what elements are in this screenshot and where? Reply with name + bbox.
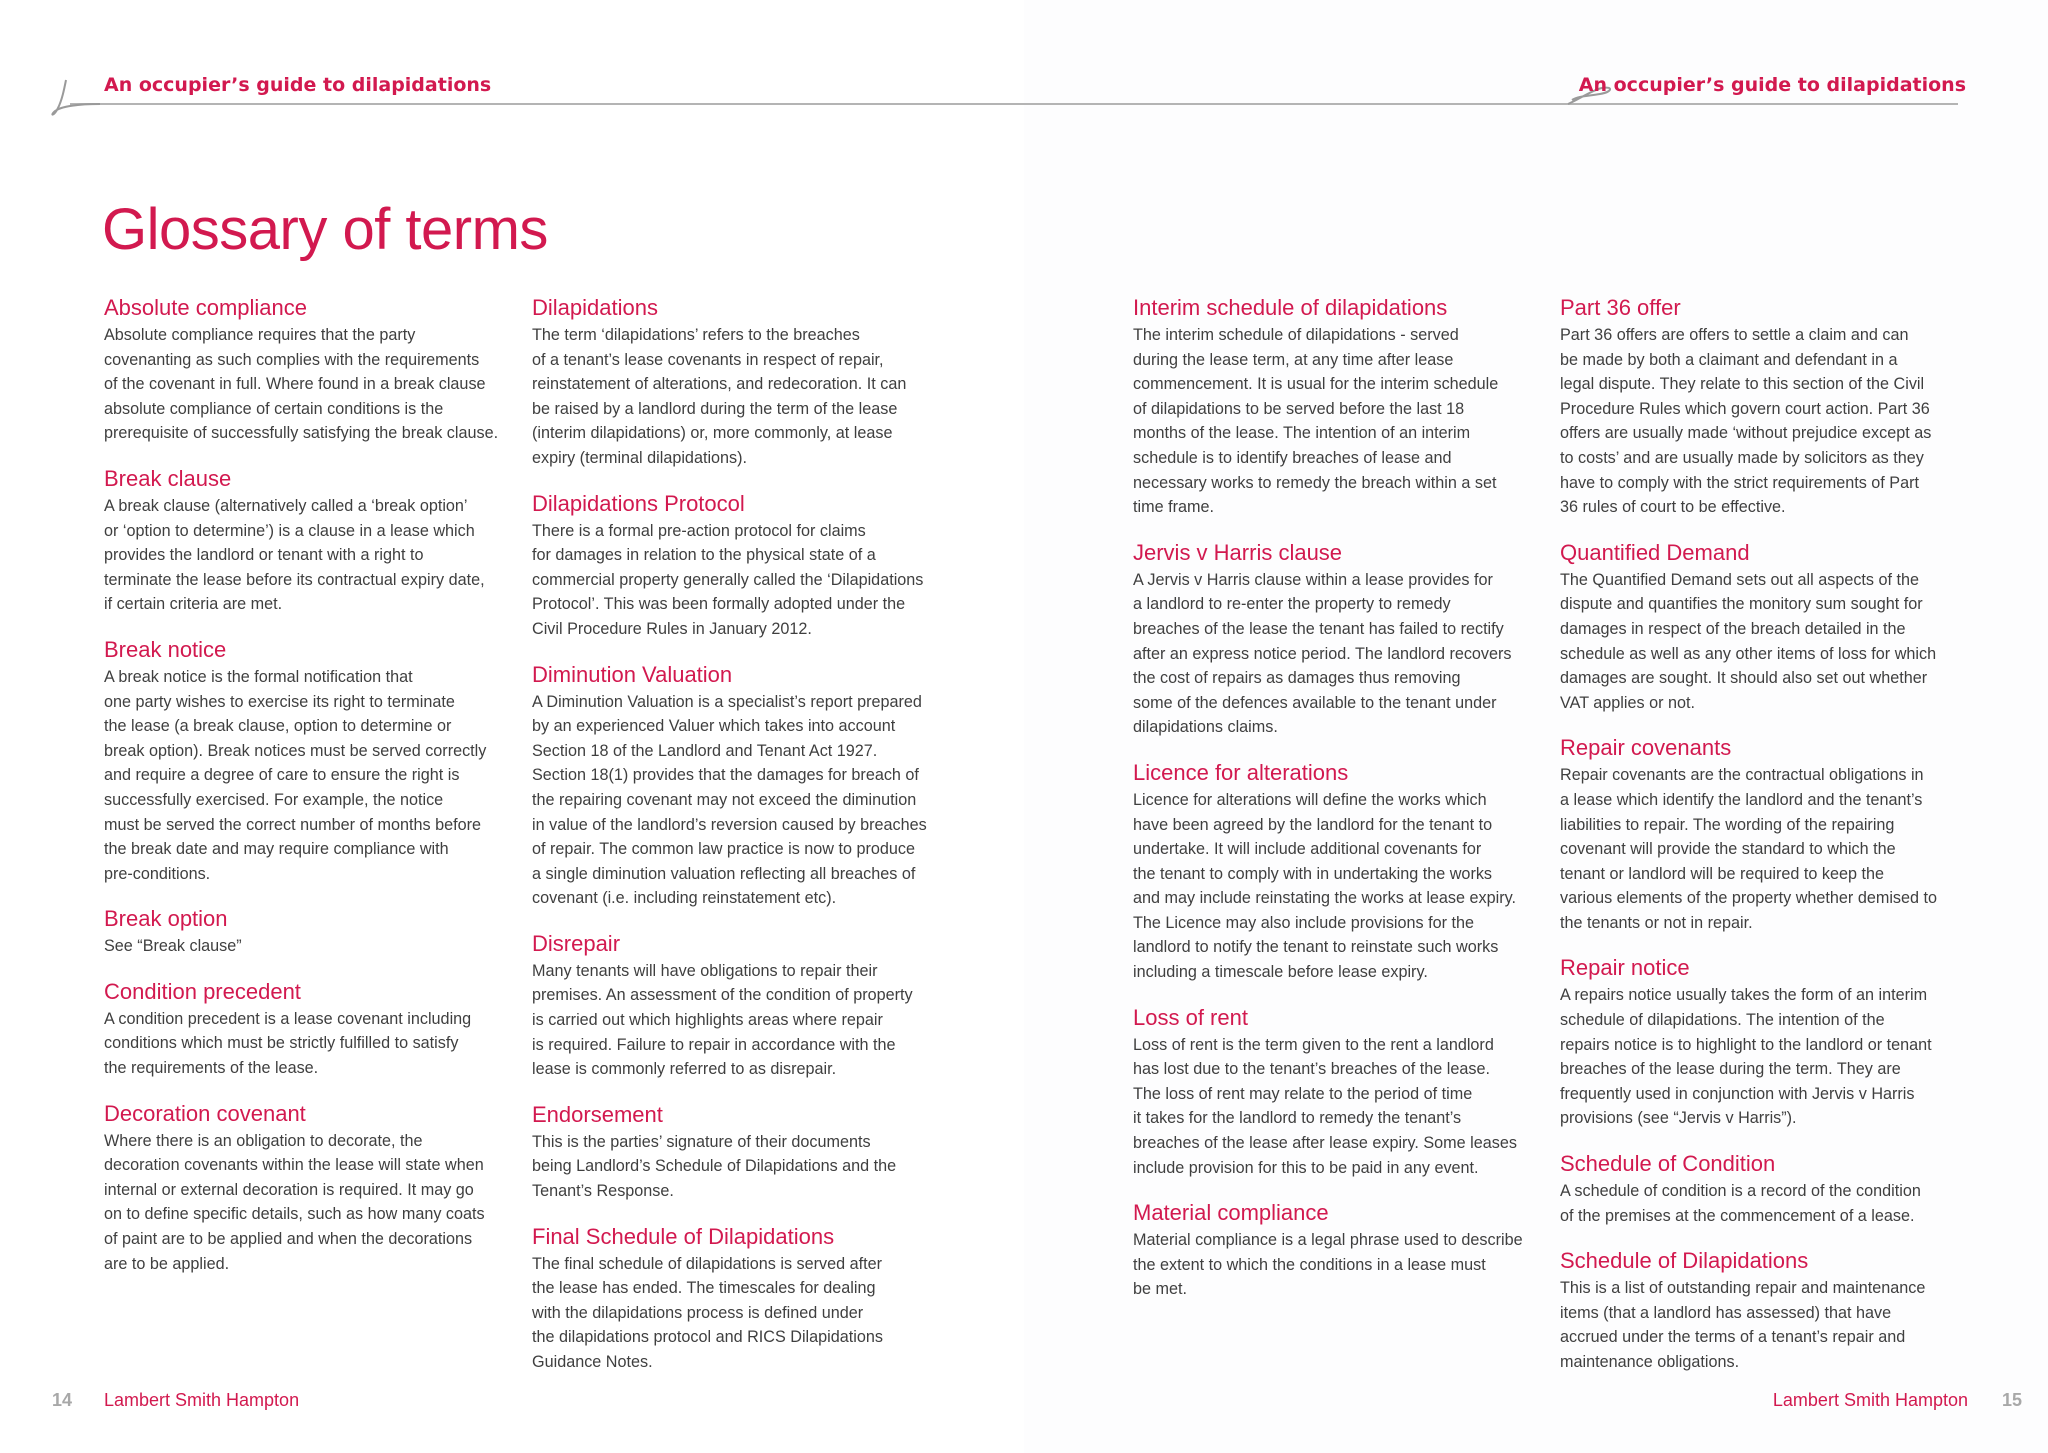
glossary-entry xyxy=(1560,294,1962,520)
glossary-term: Dilapidations xyxy=(532,295,658,320)
glossary-definition: There is a formal pre-action protocol for claims for damages in relation to the physical state of a commercial property generally called the ‘Dilapidations Protocol’. This was been formally adopted under the Civil Procedure Rules in January 2012. xyxy=(532,521,924,638)
right-running-title: An occupier’s guide to dilapidations xyxy=(1578,74,1966,96)
glossary-definition: A condition precedent is a lease covenant including conditions which must be strictly fulfilled to satisfy the requirements of the lease. xyxy=(104,1009,472,1078)
glossary-entry xyxy=(104,465,506,617)
glossary-entry xyxy=(1133,539,1535,740)
glossary-definition: See “Break clause” xyxy=(104,937,242,956)
glossary-term: Repair notice xyxy=(1560,955,1690,981)
glossary-term: Absolute compliance xyxy=(104,295,308,320)
glossary-column-3 xyxy=(1133,294,1535,1321)
glossary-entry xyxy=(532,661,934,911)
glossary-entry xyxy=(1133,1004,1535,1181)
right-footer-brand: Lambert Smith Hampton xyxy=(1772,1390,1968,1410)
glossary-definition: The Quantified Demand sets out all aspects of the dispute and quantifies the monitory sum sought for damages in respect of the breach detailed in the schedule as well as any other items of loss for which damages are sought. It should also set out whether VAT applies or not. xyxy=(1560,570,1937,712)
glossary-term: Licence for alterations xyxy=(1133,759,1349,785)
page-title: Glossary of terms xyxy=(102,197,548,262)
glossary-term: Repair covenants xyxy=(1560,735,1732,761)
glossary-term: Part 36 offer xyxy=(1560,295,1681,320)
glossary-term: Condition precedent xyxy=(104,978,301,1004)
glossary-definition: A break notice is the formal notification that one party wishes to exercise its right to terminate the lease (a break clause, option to determine or break option). Break notices must be served correctly and require a degree of care to ensure the right is successfully exercised. For example, the notice must be served the correct number of months before the break date and may require compliance with pre-conditions. xyxy=(104,667,487,883)
glossary-term: Endorsement xyxy=(532,1101,663,1127)
glossary-entry xyxy=(104,978,506,1081)
glossary-entry xyxy=(1560,539,1962,716)
glossary-definition: Absolute compliance requires that the party covenanting as such complies with the requirements of the covenant in full. Where found in a break clause absolute compliance of certain conditions is the prerequisite of successfully satisfying the break clause. xyxy=(104,326,499,443)
glossary-definition: Loss of rent is the term given to the rent a landlord has lost due to the tenant’s breaches of the lease. The loss of rent may relate to the period of time it takes for the landlord to remedy the tenant’s breaches of the lease after lease expiry. Some leases include provision for this to be paid in any event. xyxy=(1133,1035,1517,1177)
glossary-entry xyxy=(532,1101,934,1204)
glossary-entry xyxy=(104,1100,506,1277)
left-running-title: An occupier’s guide to dilapidations xyxy=(104,74,492,96)
glossary-definition: A schedule of condition is a record of the condition of the premises at the commencement of a lease. xyxy=(1560,1182,1921,1225)
glossary-entry xyxy=(1560,1150,1962,1228)
glossary-entry xyxy=(1133,294,1535,520)
left-footer-brand: Lambert Smith Hampton xyxy=(104,1390,300,1410)
glossary-entry xyxy=(104,636,506,886)
glossary-term: Break notice xyxy=(104,636,227,662)
glossary-definition: Part 36 offers are offers to settle a claim and can be made by both a claimant and defendant in a legal dispute. They relate to this section of the Civil Procedure Rules which govern court action. Part 36 offers are usually made ‘without prejudice except as to costs’ and are usually made by solicitors as they have to comply with the strict requirements of Part 36 rules of court to be effective. xyxy=(1560,326,1932,517)
glossary-column-4 xyxy=(1560,294,1962,1394)
glossary-entry xyxy=(1560,954,1962,1131)
glossary-entry xyxy=(1560,1247,1962,1374)
glossary-entry xyxy=(532,930,934,1082)
glossary-term: Jervis v Harris clause xyxy=(1133,539,1343,565)
glossary-entry xyxy=(1560,734,1962,935)
glossary-definition: A Diminution Valuation is a specialist’s report prepared by an experienced Valuer which takes into account Section 18 of the Landlord and Tenant Act 1927. Section 18(1) provides that the damages for breach of the repairing covenant may not exceed the diminution in value of the landlord’s reversion caused by breaches of repair. The common law practice is now to produce a single diminution valuation reflecting all breaches of covenant (i.e. including reinstatement etc). xyxy=(532,692,927,908)
glossary-entry xyxy=(532,294,934,471)
glossary-entry xyxy=(532,490,934,642)
glossary-definition: Repair covenants are the contractual obligations in a lease which identify the landlord and the tenant’s liabilities to repair. The wording of the repairing covenant will provide the standard to which the tenant or landlord will be required to keep the various elements of the property whether demised to the tenants or not in repair. xyxy=(1560,766,1938,932)
glossary-term: Disrepair xyxy=(532,930,621,956)
left-pen-flourish xyxy=(52,80,100,115)
glossary-definition: This is the parties’ signature of their documents being Landlord’s Schedule of Dilapidations and the Tenant’s Response. xyxy=(532,1132,897,1201)
glossary-entry xyxy=(1133,1199,1535,1302)
glossary-definition: A Jervis v Harris clause within a lease provides for a landlord to re-enter the property to remedy breaches of the lease the tenant has failed to rectify after an express notice period. The landlord recovers the cost of repairs as damages thus removing some of the defences available to the tenant under dilapidations claims. xyxy=(1133,570,1512,737)
glossary-column-1 xyxy=(104,294,506,1295)
glossary-term: Dilapidations Protocol xyxy=(532,490,745,516)
glossary-definition: Material compliance is a legal phrase used to describe the extent to which the conditions in a lease must be met. xyxy=(1133,1231,1523,1299)
left-page-number: 14 xyxy=(52,1390,73,1410)
glossary-term: Quantified Demand xyxy=(1560,539,1750,565)
glossary-entry xyxy=(532,1223,934,1375)
glossary-definition: The interim schedule of dilapidations - served during the lease term, at any time after lease commencement. It is usual for the interim schedule of dilapidations to be served before the last 18 months of the lease. The intention of an interim schedule is to identify breaches of lease and necessary works to remedy the breach within a set time frame. xyxy=(1133,326,1499,517)
glossary-definition: Many tenants will have obligations to repair their premises. An assessment of the condition of property is carried out which highlights areas where repair is required. Failure to repair in accordance with the lease is commonly referred to as disrepair. xyxy=(532,961,913,1079)
glossary-term: Interim schedule of dilapidations xyxy=(1133,295,1448,320)
glossary-term: Decoration covenant xyxy=(104,1100,306,1126)
glossary-definition: Licence for alterations will define the works which have been agreed by the landlord for the tenant to undertake. It will include additional covenants for the tenant to comply with in undertaking the works and may include reinstating the works at lease expiry. The Licence may also include provisions for the landlord to notify the tenant to reinstate such works including a timescale before lease expiry. xyxy=(1133,790,1516,982)
right-page-number: 15 xyxy=(2001,1390,2022,1410)
glossary-term: Break clause xyxy=(104,465,232,491)
glossary-term: Loss of rent xyxy=(1133,1004,1248,1030)
glossary-definition: The final schedule of dilapidations is served after the lease has ended. The timescales for dealing with the dilapidations process is defined under the dilapidations protocol and RICS Dilapidations Guidance Notes. xyxy=(532,1254,883,1371)
glossary-term: Diminution Valuation xyxy=(532,661,733,687)
glossary-definition: Where there is an obligation to decorate, the decoration covenants within the lease will state when internal or external decoration is required. It may go on to define specific details, such as how many coats of paint are to be applied and when the decorations are to be applied. xyxy=(104,1131,485,1273)
glossary-term: Material compliance xyxy=(1133,1200,1329,1226)
glossary-column-2 xyxy=(532,294,934,1394)
glossary-definition: A break clause (alternatively called a ‘break option’ or ‘option to determine’) is a clause in a lease which provides the landlord or tenant with a right to terminate the lease before its contractual expiry date, if certain criteria are met. xyxy=(104,496,485,614)
glossary-entry xyxy=(104,905,506,959)
glossary-term: Schedule of Condition xyxy=(1560,1151,1776,1177)
glossary-definition: The term ‘dilapidations’ refers to the breaches of a tenant’s lease covenants in respect of repair, reinstatement of alterations, and redecoration. It can be raised by a landlord during the term of the lease (interim dilapidations) or, more commonly, at lease expiry (terminal dilapidations). xyxy=(532,326,907,467)
glossary-entry xyxy=(1133,759,1535,985)
glossary-term: Break option xyxy=(104,906,228,932)
glossary-term: Schedule of Dilapidations xyxy=(1560,1248,1809,1274)
glossary-entry xyxy=(104,294,506,446)
glossary-term: Final Schedule of Dilapidations xyxy=(532,1223,835,1249)
glossary-definition: A repairs notice usually takes the form of an interim schedule of dilapidations. The intention of the repairs notice is to highlight to the landlord or tenant breaches of the lease during the term. They are frequently used in conjunction with Jervis v Harris provisions (see “Jervis v Harris”). xyxy=(1560,986,1932,1128)
glossary-definition: This is a list of outstanding repair and maintenance items (that a landlord has assessed) that have accrued under the terms of a tenant’s repair and maintenance obligations. xyxy=(1560,1279,1926,1371)
